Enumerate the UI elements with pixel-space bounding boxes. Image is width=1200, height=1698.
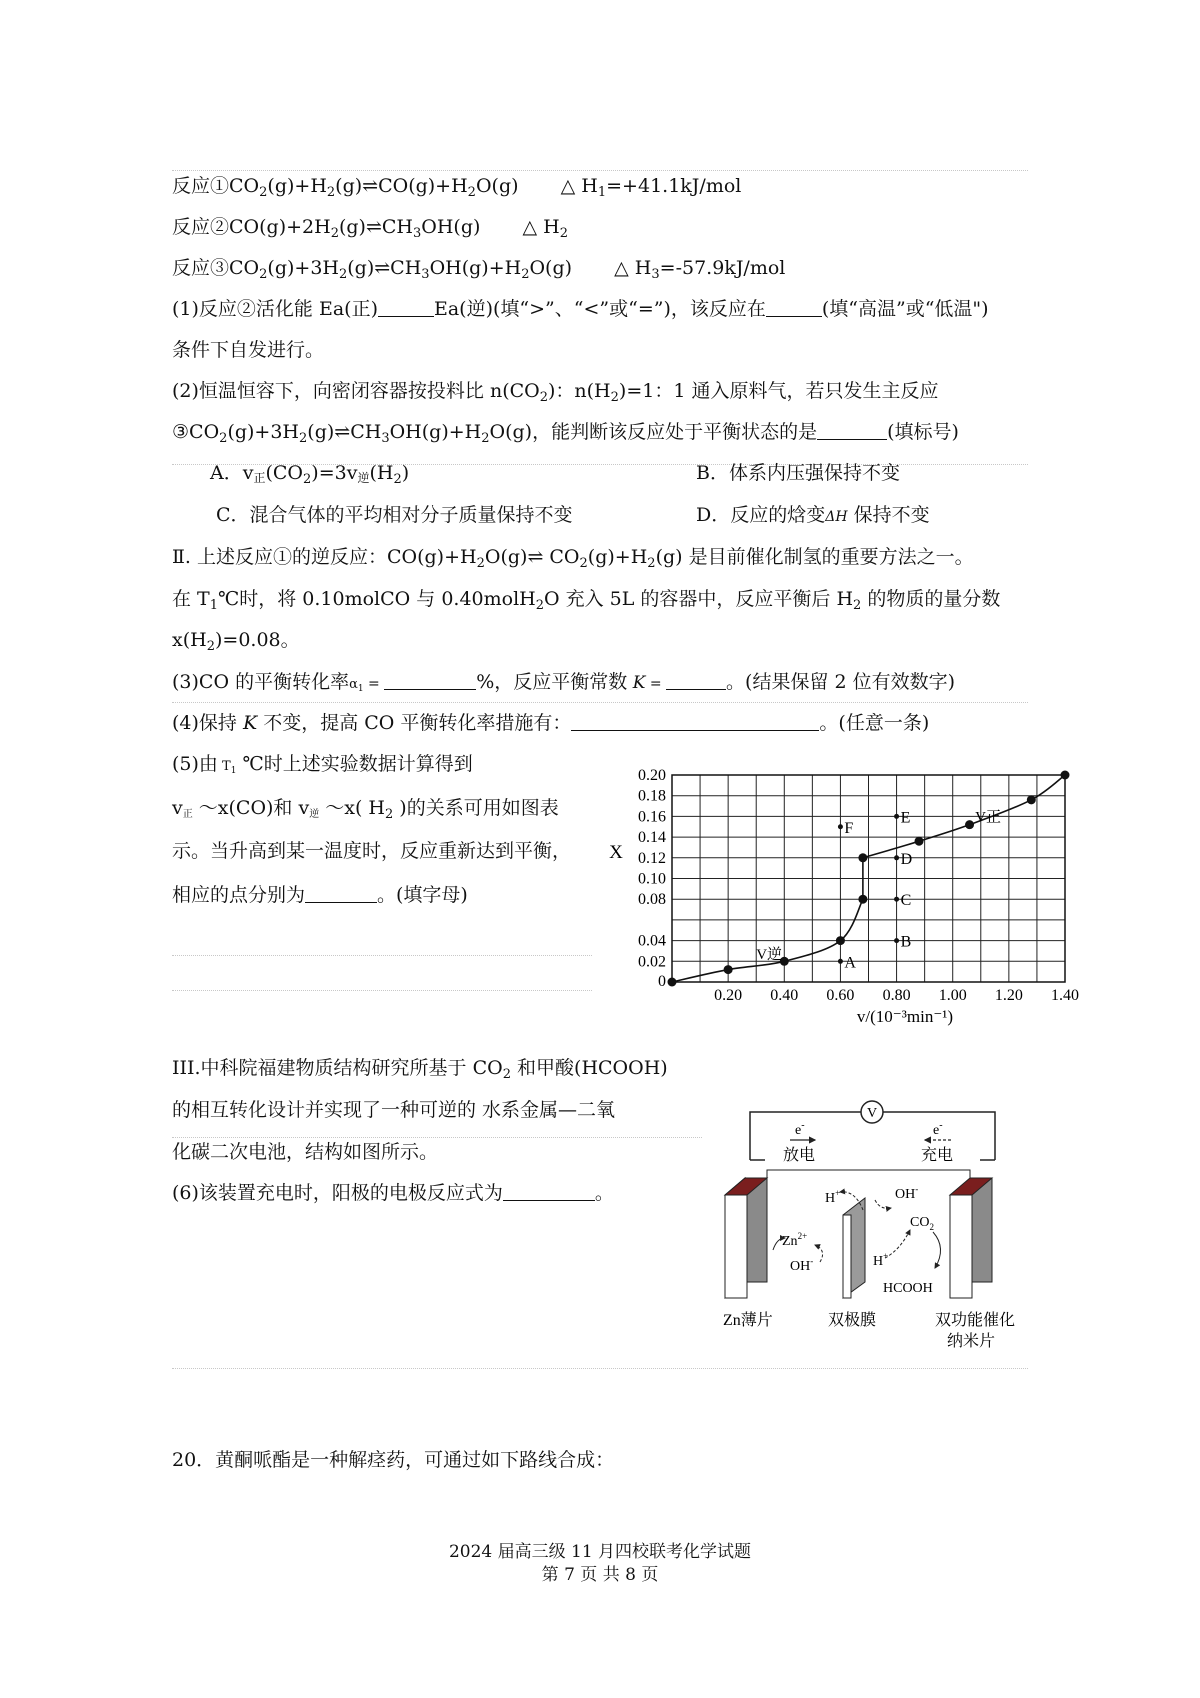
x-tick-label: 0.80 (882, 987, 911, 1004)
point-marker (838, 824, 843, 829)
point-label: A (844, 954, 856, 972)
point-marker (894, 897, 899, 902)
question-2-line-2: $③CO_2(g)+3H_2(g)\rightleftharpoons CH_3OH(g)+H_2O(g)$，能判断该反应处于平衡状态的是 (填标号) (172, 421, 959, 446)
y-tick-label: 0.16 (638, 808, 666, 826)
part-3-line-3: 化碳二次电池，结构如图所示。 (172, 1141, 439, 1163)
co2-label: $CO_2$ (910, 1215, 934, 1232)
answer-blank[interactable] (571, 714, 819, 731)
point-marker (894, 938, 899, 943)
membrane-label: 双极膜 (828, 1312, 877, 1329)
origin-label: 0 (658, 973, 666, 990)
question-5-line-2: v正 ～x(CO)和 v逆 ～x( $H_2$ )的关系可用如图表 (172, 797, 559, 822)
catalyst-plate-front (950, 1195, 972, 1298)
zn-plate-label: Zn薄片 (723, 1312, 773, 1329)
question-20: 20．黄酮哌酯是一种解痉药，可通过如下路线合成： (172, 1449, 615, 1471)
y-tick-label: 0.18 (638, 787, 666, 805)
y-tick-label: 0.10 (638, 870, 666, 888)
option-a: A．v正$(CO_2)=3v$逆$(H_2)$ (210, 462, 410, 487)
reaction-2: 反应$②CO(g)+2H_2(g)\rightleftharpoons CH_3OH(g)$ △ $H_2$ (172, 216, 569, 241)
bipolar-membrane-front (843, 1215, 851, 1298)
reaction-3: 反应$③CO_2(g)+3H_2(g)\rightleftharpoons CH_3OH(g)+H_2O(g)$ △ $H_3=-57.9kJ$/mol (172, 257, 786, 282)
rate-vs-fraction-chart (600, 755, 1079, 1075)
answer-blank[interactable] (817, 423, 887, 440)
answer-blank[interactable] (305, 886, 377, 903)
x-axis-label: v/(10⁻³min⁻¹) (856, 1007, 954, 1026)
answer-blank[interactable] (378, 300, 434, 317)
oh-minus-label: OH- (790, 1256, 814, 1274)
series-label: V逆 (756, 947, 783, 964)
page-number: 第 7 页 共 8 页 (541, 1565, 659, 1585)
data-point (836, 936, 845, 945)
separator (172, 702, 1028, 703)
separator (172, 1368, 1028, 1369)
question-1-line-2: 条件下自发进行。 (172, 339, 325, 361)
h-plus-label: H+ (873, 1251, 889, 1269)
data-point (1061, 771, 1070, 780)
x-tick-label: 0.20 (714, 987, 743, 1004)
reaction-1: 反应$①CO_2(g)+H_2(g)\rightleftharpoons CO(g)+H_2O(g)$ △ $H_1=+41.1kJ$/mol (172, 175, 742, 200)
option-b: B．体系内压强保持不变 (696, 462, 900, 484)
option-c: C．混合气体的平均相对分子质量保持不变 (216, 504, 573, 526)
x-tick-label: 1.40 (1051, 987, 1079, 1004)
catalyst-label: 双功能催化 (935, 1312, 1016, 1329)
point-label: D (900, 850, 913, 868)
question-5-line-3: 示。当升高到某一温度时，反应重新达到平衡， (172, 840, 572, 862)
answer-blank[interactable] (503, 1184, 595, 1201)
zn-plate-front (725, 1195, 747, 1298)
voltmeter-label: V (866, 1106, 878, 1121)
x-tick-label: 1.00 (938, 987, 967, 1004)
discharge-label: 放电 (783, 1147, 816, 1164)
question-6: (6)该装置充电时，阳极的电极反应式为 。 (172, 1182, 614, 1204)
answer-blank[interactable] (666, 673, 726, 690)
part-2-line-2: 在 $T_1℃$时，将 0.10molCO 与 0.40molH$_2$O 充入 5L 的容器中，反应平衡后 $H_2$ 的物质的量分数 (172, 588, 1001, 613)
catalyst-label: 纳米片 (947, 1333, 996, 1350)
answer-blank[interactable] (766, 300, 822, 317)
point-label: E (900, 809, 911, 827)
separator (172, 170, 1028, 171)
question-1-line-1: (1)反应②活化能 Ea(正) Ea(逆)(填“>”、“<”或“=”)，该反应在 (填“高温”或“低温") (172, 298, 989, 320)
y-axis-label: X (609, 842, 623, 863)
series-label: V正 (975, 809, 1002, 826)
h-plus-label: H+ (825, 1188, 841, 1206)
data-point (668, 978, 677, 987)
data-point (724, 965, 733, 974)
x-tick-label: 0.60 (826, 987, 855, 1004)
question-4: (4)保持 K 不变，提高 CO 平衡转化率措施有： 。(任意一条) (172, 712, 930, 734)
y-tick-label: 0.14 (638, 829, 666, 847)
point-marker (838, 959, 843, 964)
data-point (915, 837, 924, 846)
question-5-line-4: 相应的点分别为 。(填字母) (172, 884, 468, 906)
flow-arrow-icon (815, 1245, 823, 1262)
separator (172, 1137, 702, 1138)
y-tick-label: 0.20 (638, 767, 666, 784)
oh-minus-label: OH- (895, 1184, 919, 1202)
footer-title: 2024 届高三级 11 月四校联考化学试题 (448, 1542, 752, 1562)
part-3-line-1: III.中科院福建物质结构研究所基于 $CO_2$ 和甲酸(HCOOH) (172, 1057, 668, 1082)
option-d: D．反应的焓变ΔH 保持不变 (696, 504, 930, 526)
y-tick-label: 0.12 (638, 849, 666, 867)
part-2-line-1: Ⅱ. 上述反应①的逆反应：$CO(g)+H_2O(g)\rightleftharpoons$ $CO_2(g)+H_2(g)$ 是目前催化制氢的重要方法之一。 (172, 546, 974, 571)
y-tick-label: 0.02 (638, 953, 666, 971)
point-label: C (900, 892, 912, 910)
data-point (1027, 795, 1036, 804)
zn-ion-label: $Zn^{2+}$ (782, 1231, 808, 1249)
separator (172, 955, 592, 956)
point-label: F (844, 819, 854, 837)
electron-label: e- (933, 1120, 943, 1138)
part-2-line-3: $x(H_2)=0.08$。 (172, 629, 300, 654)
part-3-line-2: 的相互转化设计并实现了一种可逆的 水系金属—二氧 (172, 1099, 616, 1121)
flow-arrow-icon (875, 1200, 891, 1208)
battery-diagram (715, 1100, 1055, 1350)
flow-arrow-icon (933, 1232, 941, 1268)
question-2-line-1: (2)恒温恒容下，向密闭容器按投料比 $n(CO_2)$：$n(H_2)=1$：1 通入原料气，若只发生主反应 (172, 380, 939, 405)
question-5-line-1: (5)由 T1 ℃时上述实验数据计算得到 (172, 753, 473, 776)
y-tick-label: 0.08 (638, 891, 666, 909)
x-tick-label: 0.40 (770, 987, 799, 1004)
answer-blank[interactable] (384, 673, 476, 690)
separator (172, 990, 592, 991)
electrolyte-outline (767, 1170, 970, 1178)
flow-arrow-icon (885, 1230, 910, 1258)
point-marker (894, 855, 899, 860)
hcooh-label: HCOOH (883, 1281, 933, 1296)
electron-label: e- (795, 1120, 805, 1138)
charge-label: 充电 (921, 1147, 954, 1164)
question-3: (3)CO 的平衡转化率α1 = %，反应平衡常数 K = 。(结果保留 2 位有效数字) (172, 671, 956, 694)
point-label: B (900, 933, 912, 951)
y-tick-label: 0.04 (638, 932, 666, 950)
point-marker (894, 814, 899, 819)
data-point (965, 820, 974, 829)
x-tick-label: 1.20 (994, 987, 1023, 1004)
